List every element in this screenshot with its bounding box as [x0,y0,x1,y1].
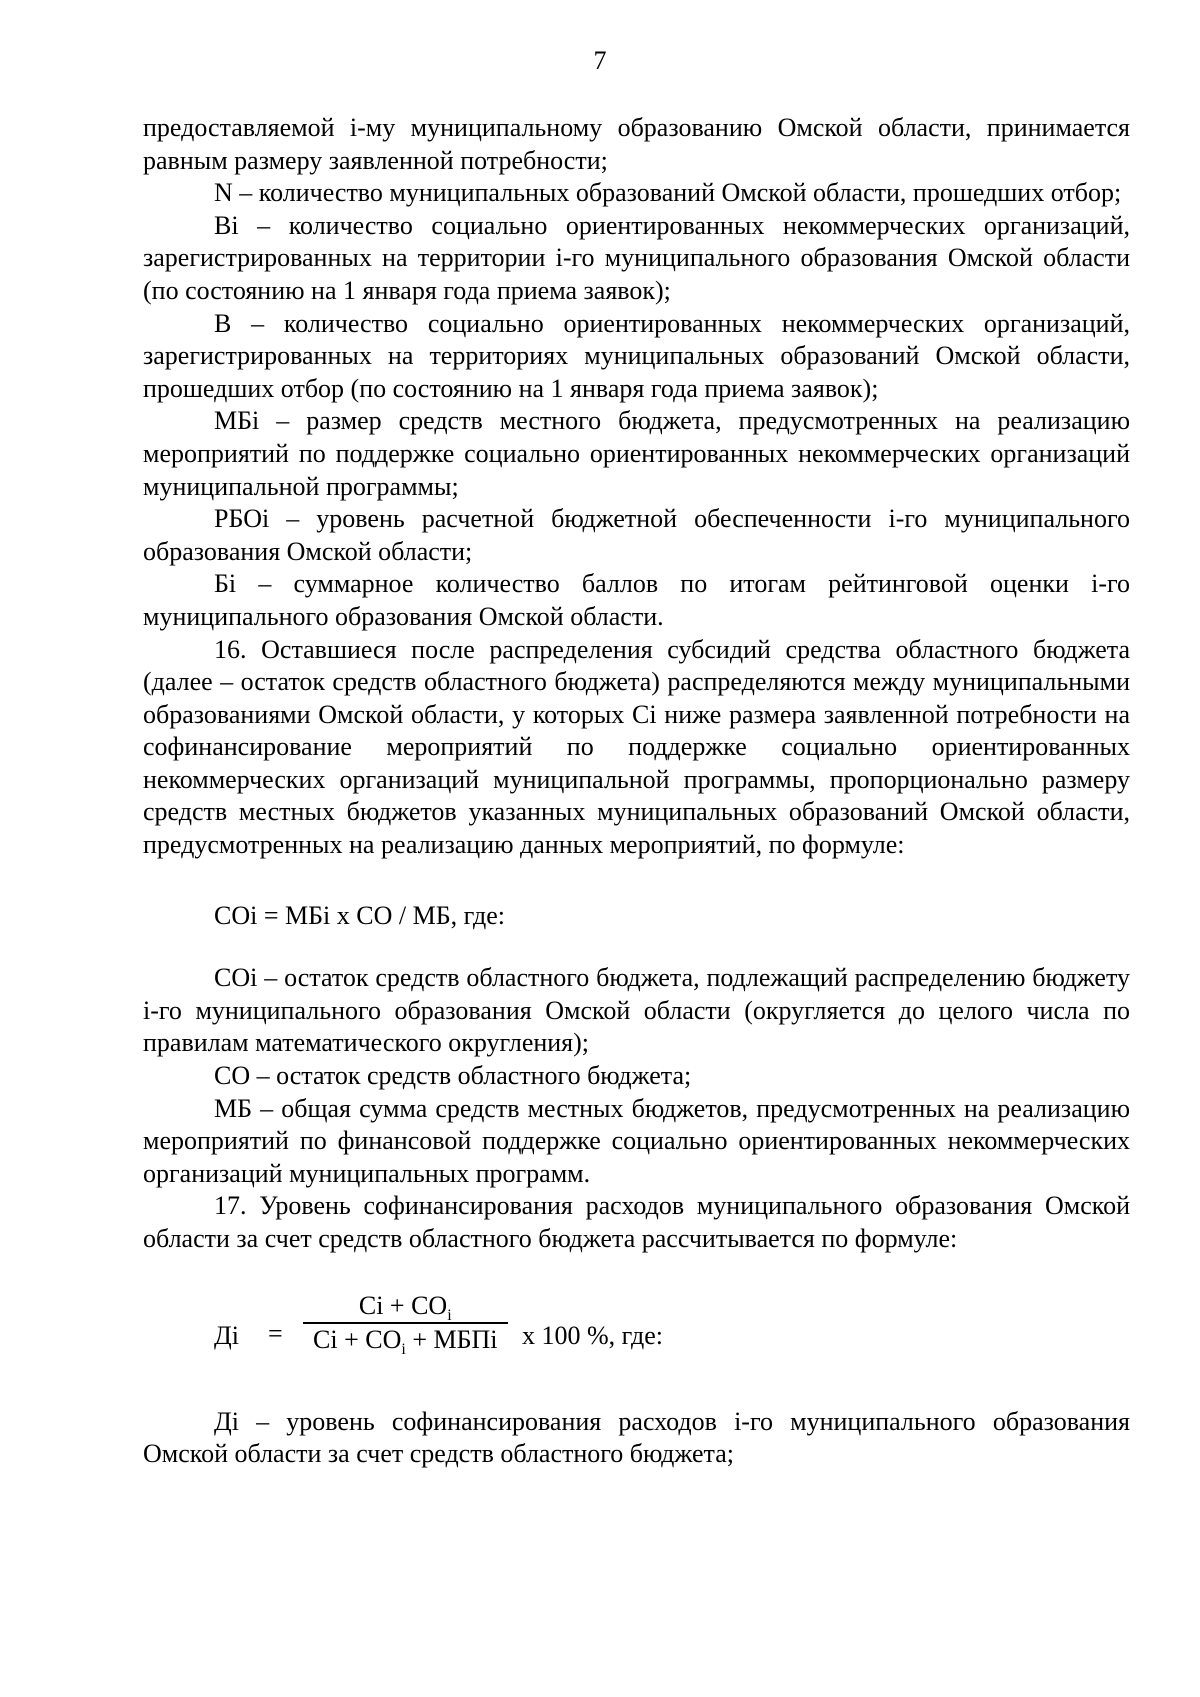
formula-di [143,1290,1130,1382]
fraction-numerator: Сi + $СО_i$ [358,1290,452,1324]
definition-bi: Бi – суммарное количество баллов по итогам рейтинговой оценки i-го муниципального образования Омской области. [143,569,1130,631]
clause-17: 17. Уровень софинансирования расходов муниципального образования Омской области за счет средств областного бюджета рассчитывается по формуле: [143,1191,1130,1253]
definition-coi: СОi – остаток средств областного бюджета, подлежащий распределению бюджету i-го муниципального образования Омской области (округляется до целого числа по правилам математического округления); [143,963,1130,1058]
definition-v: В – количество социально ориентированных некоммерческих организаций, зарегистрированных на территориях муниципальных образований Омской области, прошедших отбор (по состоянию на 1 января года приема заявок); [143,308,1130,403]
definition-rboi: РБОi – уровень расчетной бюджетной обеспеченности i-го муниципального образования Омской области; [143,504,1130,566]
formula-di-fraction [303,1290,508,1356]
paragraph-continuation: предоставляемой i-му муниципальному образованию Омской области, принимается равным размеру заявленной потребности; [143,113,1130,175]
formula-di-tail: х 100 %, где: [522,1320,664,1350]
definition-mb: МБ – общая сумма средств местных бюджетов, предусмотренных на реализацию мероприятий по финансовой поддержке социально ориентированных некоммерческих организаций муниципальных программ. [143,1093,1130,1188]
formula-coi: СОi = МБi х СО / МБ, где: [214,900,506,930]
fraction-denominator: Сi + $СО_i$ + МБПi [313,1324,498,1358]
definition-di: Дi – уровень софинансирования расходов i-го муниципального образования Омской области за счет средств областного бюджета; [143,1406,1130,1469]
page-number: 7 [593,46,607,75]
clause-16: 16. Оставшиеся после распределения субсидий средства областного бюджета (далее – остаток средств областного бюджета) распределяются между муниципальными образованиями Омской области, у которых Сi ниже размера заявленной потребности на софинансирование мероприятий по поддержке социально ориентированных некоммерческих организаций муниципальной программы, пропорционально размеру средств местных бюджетов указанных муниципальных образований Омской области, предусмотренных на реализацию данных мероприятий, по формуле: [143,634,1130,860]
formula-di-equals: = [268,1318,283,1348]
formula-di-lhs: Дi [214,1320,239,1350]
definition-mbi: МБi – размер средств местного бюджета, предусмотренных на реализацию мероприятий по поддержке социально ориентированных некоммерческих организаций муниципальной программы; [143,406,1130,501]
definition-co: СО – остаток средств областного бюджета; [214,1061,692,1091]
definition-vi: Вi – количество социально ориентированных некоммерческих организаций, зарегистрированных на территории i-го муниципального образования Омской области (по состоянию на 1 января года приема заявок); [143,210,1130,305]
definition-n: N – количество муниципальных образований Омской области, прошедших отбор; [214,178,1122,208]
body-text [143,112,1130,1471]
